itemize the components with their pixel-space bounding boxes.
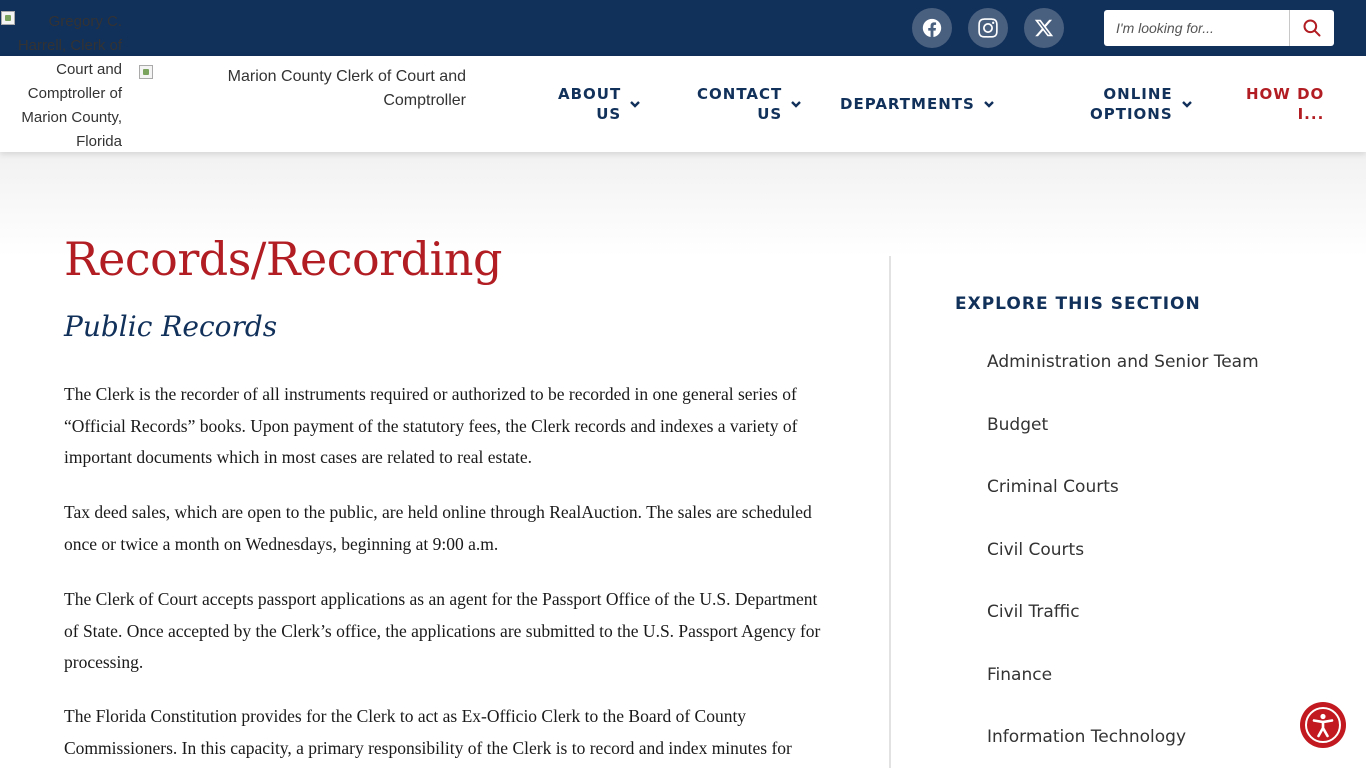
- nav-label: ONLINE: [1103, 85, 1173, 103]
- paragraph: The Clerk of Court accepts passport applications as an agent for the Passport Office of the U.S. Department of State. Once accepted by the Clerk’s office, the applications are submitted to the U.S. Passport Agency for processing.: [64, 589, 821, 672]
- x-icon: [1033, 17, 1055, 39]
- section-link-budget[interactable]: Budget: [987, 415, 1049, 435]
- nav-label: CONTACT: [697, 85, 783, 103]
- section-link-civil-traffic[interactable]: Civil Traffic: [987, 602, 1080, 622]
- chevron-down-icon: [790, 98, 802, 110]
- nav-label: I...: [1297, 105, 1325, 123]
- x-link[interactable]: [1024, 8, 1064, 48]
- site-name[interactable]: Marion County Clerk of Court and Comptroller: [227, 68, 466, 109]
- section-link-administration[interactable]: Administration and Senior Team: [987, 352, 1259, 372]
- section-link-criminal-courts[interactable]: Criminal Courts: [987, 477, 1119, 497]
- paragraph: Tax deed sales, which are open to the public, are held online through RealAuction. The sales are scheduled once or twice a month on Wednesdays, beginning at 9:00 a.m.: [64, 502, 812, 554]
- logo-alt-text: Gregory C. Harrell, Clerk of Court and Comptroller of Marion County, Florida: [17, 13, 122, 150]
- chevron-down-icon: [1181, 98, 1193, 110]
- facebook-link[interactable]: [912, 8, 952, 48]
- top-bar: [0, 0, 1366, 56]
- nav-label: OPTIONS: [1090, 105, 1173, 123]
- nav-label: DEPARTMENTS: [840, 95, 975, 113]
- instagram-link[interactable]: [968, 8, 1008, 48]
- search-input[interactable]: [1104, 11, 1289, 45]
- search-button[interactable]: [1290, 10, 1334, 46]
- accessibility-button[interactable]: [1300, 702, 1346, 748]
- nav-label: US: [757, 105, 783, 123]
- page-subtitle: Public Records: [64, 310, 278, 343]
- search-icon: [1302, 18, 1322, 38]
- nav-label: HOW DO: [1246, 85, 1325, 103]
- explore-section-title: EXPLORE THIS SECTION: [955, 294, 1201, 314]
- page-title: Records/Recording: [64, 232, 502, 286]
- column-divider: [889, 256, 891, 768]
- nav-departments[interactable]: [840, 94, 995, 114]
- chevron-down-icon: [983, 98, 995, 110]
- nav-how-do-i[interactable]: [1246, 84, 1324, 124]
- nav-about-us[interactable]: [558, 84, 641, 124]
- nav-contact-us[interactable]: [697, 84, 802, 124]
- paragraph: The Clerk is the recorder of all instruments required or authorized to be recorded in one general series of “Official Records” books. Upon payment of the statutory fees, the Clerk records and indexes a variety of important documents which in most cases are related to real estate.: [64, 384, 798, 467]
- section-link-finance[interactable]: Finance: [987, 665, 1053, 685]
- site-header: [0, 13, 1366, 152]
- instagram-icon: [977, 17, 999, 39]
- nav-label: ABOUT: [558, 85, 622, 103]
- paragraph: The Florida Constitution provides for the Clerk to act as Ex-Officio Clerk to the Board of County Commissioners. In this capacity, a primary responsibility of the Clerk is to record and index minutes for: [64, 706, 792, 758]
- nav-online-options[interactable]: [1090, 84, 1193, 124]
- search-box: [1104, 10, 1334, 46]
- nav-label: US: [596, 105, 622, 123]
- section-link-information-technology[interactable]: Information Technology: [987, 727, 1187, 747]
- broken-image-icon: [139, 65, 153, 79]
- chevron-down-icon: [629, 98, 641, 110]
- accessibility-icon: [1303, 705, 1343, 745]
- facebook-icon: [921, 17, 943, 39]
- section-link-civil-courts[interactable]: Civil Courts: [987, 540, 1085, 560]
